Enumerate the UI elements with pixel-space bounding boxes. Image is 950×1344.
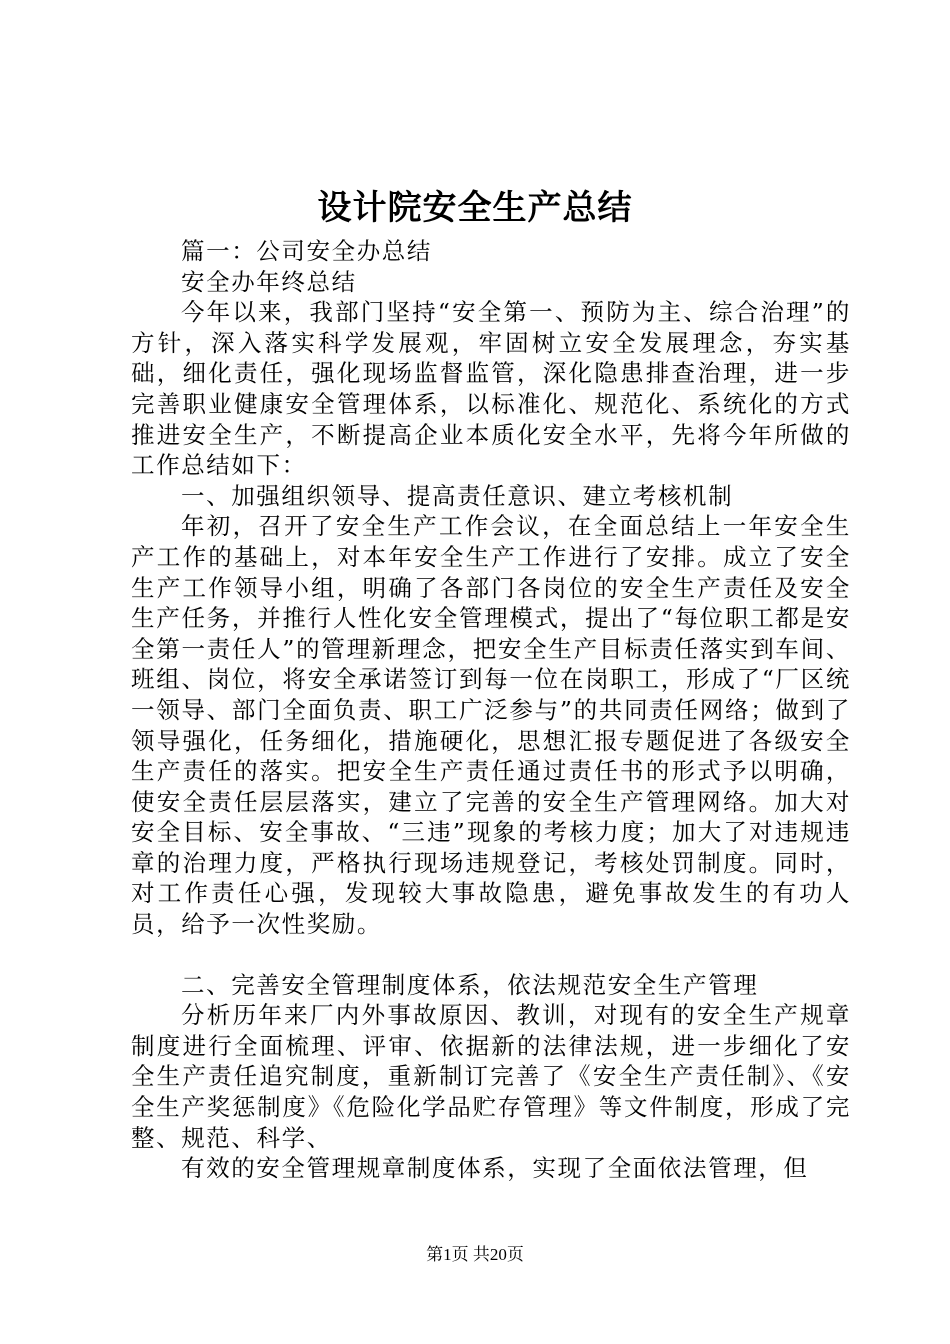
heading-part-two: 二、完善安全管理制度体系，依法规范安全生产管理 [181, 970, 759, 999]
page-number-footer: 第1页 共20页 [426, 1245, 524, 1264]
heading-part-one: 一、加强组织领导、提高责任意识、建立考核机制 [181, 481, 734, 510]
paragraph-intro: 今年以来，我部门坚持“安全第一、预防为主、综合治理”的方针，深入落实科学发展观，牢固树立安全发展理念，夯实基础，细化责任，强化现场监督监管，深化隐患排查治理，进一步完善职业健康安全管理体系，以标准化、规范化、系统化的方式推进安全生产，不断提高企业本质化安全水平，先将今年所做的工作总结如下： [131, 298, 851, 480]
section-heading: 篇一：公司安全办总结 [181, 237, 432, 265]
document-body [131, 236, 851, 1184]
document-title: 设计院安全生产总结 [317, 188, 633, 228]
paragraph-part-one: 年初，召开了安全生产工作会议，在全面总结上一年安全生产工作的基础上，对本年安全生产工作进行了安排。成立了安全生产工作领导小组，明确了各部门各岗位的安全生产责任及安全生产任务，并推行人性化安全管理模式，提出了“每位职工都是安全第一责任人”的管理新理念，把安全生产目标责任落实到车间、班组、岗位，将安全承诺签订到每一位在岗职工，形成了“厂区统一领导、部门全面负责、职工广泛参与”的共同责任网络；做到了领导强化，任务细化，措施硬化，思想汇报专题促进了各级安全生产责任的落实。把安全生产责任通过责任书的形式予以明确，使安全责任层层落实，建立了完善的安全生产管理网络。加大对安全目标、安全事故、“三违”现象的考核力度；加大了对违规违章的治理力度，严格执行现场违规登记，考核处罚制度。同时，对工作责任心强，发现较大事故隐患，避免事故发生的有功人员，给予一次性奖励。 [131, 512, 851, 939]
paragraph-part-two: 分析历年来厂内外事故原因、教训，对现有的安全生产规章制度进行全面梳理、评审、依据新的法律法规，进一步细化了安全生产责任追究制度，重新制订完善了《安全生产责任制》、《安全生产奖惩制度》《危险化学品贮存管理》等文件制度，形成了完整、规范、科学、 [131, 1001, 851, 1152]
paragraph-continued: 有效的安全管理规章制度体系，实现了全面依法管理，但 [181, 1154, 809, 1183]
subsection-heading: 安全办年终总结 [181, 267, 357, 296]
